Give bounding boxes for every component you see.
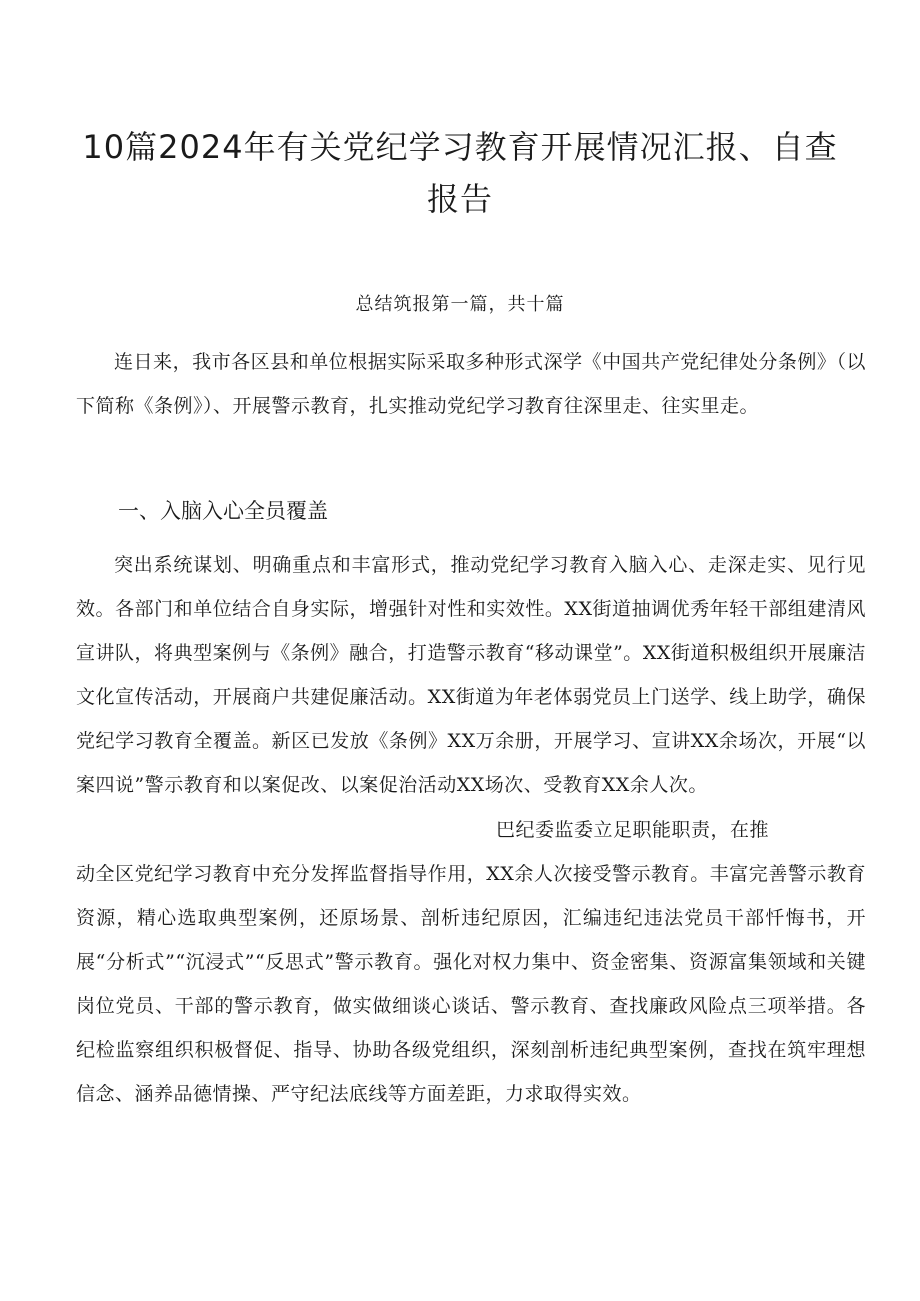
title-line-2: 报告 [426, 180, 493, 218]
title-line-1: 10篇2024年有关党纪学习教育开展情况汇报、自查 [82, 128, 838, 166]
section-1-continuation [76, 808, 866, 1116]
continuation-lead: 巴纪委监委立足职能职责，在推 [496, 819, 770, 841]
document-title [60, 121, 860, 225]
section-1-heading: 一、入脑入心全员覆盖 [118, 499, 328, 523]
intro-paragraph: 连日来，我市各区县和单位根据实际采取多种形式深学《中国共产党纪律处分条例》（以下简称《条例》）、开展警示教育，扎实推动党纪学习教育往深里走、往实里走。 [76, 351, 866, 417]
section-1-paragraph: 突出系统谋划、明确重点和丰富形式，推动党纪学习教育入脑入心、走深走实、见行见效。各部门和单位结合自身实际，增强针对性和实效性。XX街道抽调优秀年轻干部组建清风宣讲队，将典型案例与《条例》融合，打造警示教育“移动课堂”。XX街道积极组织开展廉洁文化宣传活动，开展商户共建促廉活动。XX街道为年老体弱党员上门送学、线上助学，确保党纪学习教育全覆盖。新区已发放《条例》XX万余册，开展学习、宣讲XX余场次，开展“以案四说”警示教育和以案促改、以案促治活动XX场次、受教育XX余人次。 [76, 554, 866, 796]
continuation-body: 动全区党纪学习教育中充分发挥监督指导作用，XX余人次接受警示教育。丰富完善警示教育资源，精心选取典型案例，还原场景、剖析违纪原因，汇编违纪违法党员干部忏悔书，开展“分析式”“沉浸式”“反思式”警示教育。强化对权力集中、资金密集、资源富集领域和关键岗位党员、干部的警示教育，做实做细谈心谈话、警示教育、查找廉政风险点三项举措。各纪检监察组织积极督促、指导、协助各级党组织，深刻剖析违纪典型案例，查找在筑牢理想信念、涵养品德情操、严守纪法底线等方面差距，力求取得实效。 [76, 863, 866, 1105]
document-subtitle: 总结筑报第一篇，共十篇 [355, 294, 565, 315]
